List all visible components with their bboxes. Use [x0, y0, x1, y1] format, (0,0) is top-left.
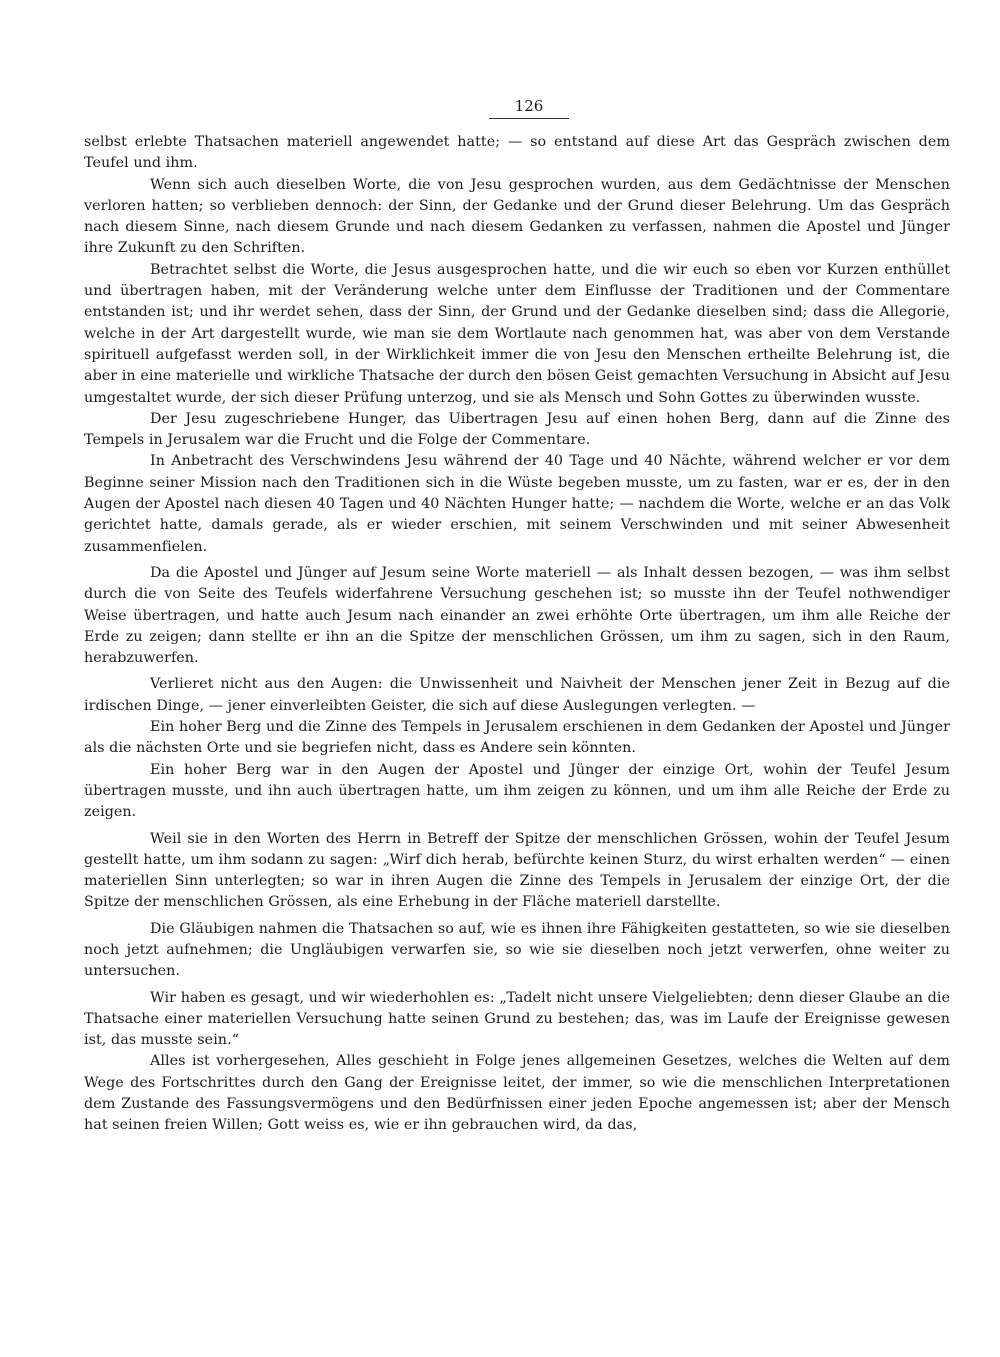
paragraph-1: selbst erlebte Thatsachen materiell angewendet hatte; — so entstand auf diese Art das Gespräch zwischen dem Teufel und ihm.: [84, 134, 950, 172]
paragraph-6: Da die Apostel und Jünger auf Jesum seine Worte materiell — als Inhalt dessen bezogen, — was ihm selbst durch die von Seite des Teufels widerfahrene Versuchung geschehen ist; so musste ihn der Teufel nothwendiger Weise übertragen, und hatte auch Jesum nach einander an zwei erhöhte Orte übertragen, um ihm alle Reiche der Erde zu zeigen; dann stellte er ihn an die Spitze der menschlichen Grössen, um ihm zu sagen, sich in den Raum, herabzuwerfen.: [84, 564, 950, 667]
paragraph-4: Der Jesu zugeschriebene Hunger, das Uibertragen Jesu auf einen hohen Berg, dann auf die Zinne des Tempels in Jerusalem war die Frucht und die Folge der Commentare.: [84, 410, 950, 449]
paragraph-9: Ein hoher Berg war in den Augen der Apostel und Jünger der einzige Ort, wohin der Teufel Jesum übertragen musste, und ihn auch übertragen hatte, um ihm zeigen zu können, und um ihm alle Reiche der Erde zu zeigen.: [84, 761, 950, 821]
page-number-label: 126: [489, 96, 570, 119]
paragraph-5: In Anbetracht des Verschwindens Jesu während der 40 Tage und 40 Nächte, während welcher er vor dem Beginne seiner Mission nach den Traditionen sich in die Wüste begeben musste, um zu fasten, war er es, der in den Augen der Apostel nach diesen 40 Tagen und 40 Nächten Hunger hatte; — nachdem die Worte, welche er an das Volk gerichtet hatte, damals gerade, als er wieder erschien, mit seinem Verschwinden und mit seiner Abwesenheit zusammenfielen.: [84, 453, 950, 555]
paragraph-3: Betrachtet selbst die Worte, die Jesus ausgesprochen hatte, und die wir euch so eben vor Kurzen enthüllet und übertragen haben, mit der Veränderung welche unter dem Einflusse der Traditionen und der Commentare entstanden ist; und ihr werdet sehen, dass der Sinn, der Grund und der Gedanke dieselben sind; dass die Allegorie, welche in der Art dargestellt wurde, wie man sie dem Wortlaute nach genommen hat, was aber von dem Verstande spirituell aufgefasst werden soll, in der Wirklichkeit immer die von Jesu den Menschen ertheilte Belehrung ist, die aber in eine materielle und wirkliche Thatsache der durch den bösen Geist gemachten Versuchung in Absicht auf Jesu umgestaltet wurde, der sich dieser Prüfung unterzog, und sie als Mensch und Sohn Gottes zu überwinden wusste.: [84, 261, 950, 406]
document-page: [84, 96, 950, 1137]
paragraph-12: Wir haben es gesagt, und wir wiederhohlen es: „Tadelt nicht unsere Vielgeliebten; denn dieser Glaube an die Thatsache einer materiellen Versuchung hatte seinen Grund zu bestehen; das, was im Laufe der Ereignisse gewesen ist, das musste sein.“: [84, 989, 950, 1049]
paragraph-2: Wenn sich auch dieselben Worte, die von Jesu gesprochen wurden, aus dem Gedächtnisse der Menschen verloren hatten; so verblieben dennoch: der Sinn, der Gedanke und der Grund dieser Belehrung. Um das Gespräch nach diesem Sinne, nach diesem Grunde und nach diesem Gedanken zu verfassen, nahmen die Apostel und Jünger ihre Zukunft zu den Schriften.: [84, 176, 950, 257]
paragraph-13: Alles ist vorhergesehen, Alles geschieht in Folge jenes allgemeinen Gesetzes, welches die Welten auf dem Wege des Fortschrittes durch den Gang der Ereignisse leitet, der immer, so wie die menschlichen Interpretationen dem Zustande des Fassungsvermögens und den Bedürfnissen einer jeden Epoche angemessen ist; aber der Mensch hat seinen freien Willen; Gott weiss es, wie er ihn gebrauchen wird, da das,: [84, 1053, 950, 1134]
paragraph-8: Ein hoher Berg und die Zinne des Tempels in Jerusalem erschienen in dem Gedanken der Apostel und Jünger als die nächsten Orte und sie begriefen nicht, dass es Andere sein könnten.: [84, 719, 950, 757]
paragraph-11: Die Gläubigen nahmen die Thatsachen so auf, wie es ihnen ihre Fähigkeiten gestatteten, so wie sie dieselben noch jetzt aufnehmen; die Ungläubigen verwarfen sie, so wie sie dieselben noch jetzt verwerfen, ohne weiter zu untersuchen.: [84, 920, 950, 980]
paragraph-7: Verlieret nicht aus den Augen: die Unwissenheit und Naivheit der Menschen jener Zeit in Bezug auf die irdischen Dinge, — jener einverleibten Geister, die sich auf diese Auslegungen verlegten. —: [84, 676, 950, 714]
paragraph-10: Weil sie in den Worten des Herrn in Betreff der Spitze der menschlichen Grössen, wohin der Teufel Jesum gestellt hatte, um ihm sodann zu sagen: „Wirf dich herab, befürchte keinen Sturz, du wirst erhalten werden“ — einen materiellen Sinn unterlegten; so war in ihren Augen die Zinne des Tempels in Jerusalem der einzige Ort, der die Spitze der menschlichen Grössen, als eine Erhebung in der Fläche materiell darstellte.: [84, 830, 950, 911]
body-text: [84, 132, 950, 1137]
page-number: [108, 96, 950, 122]
